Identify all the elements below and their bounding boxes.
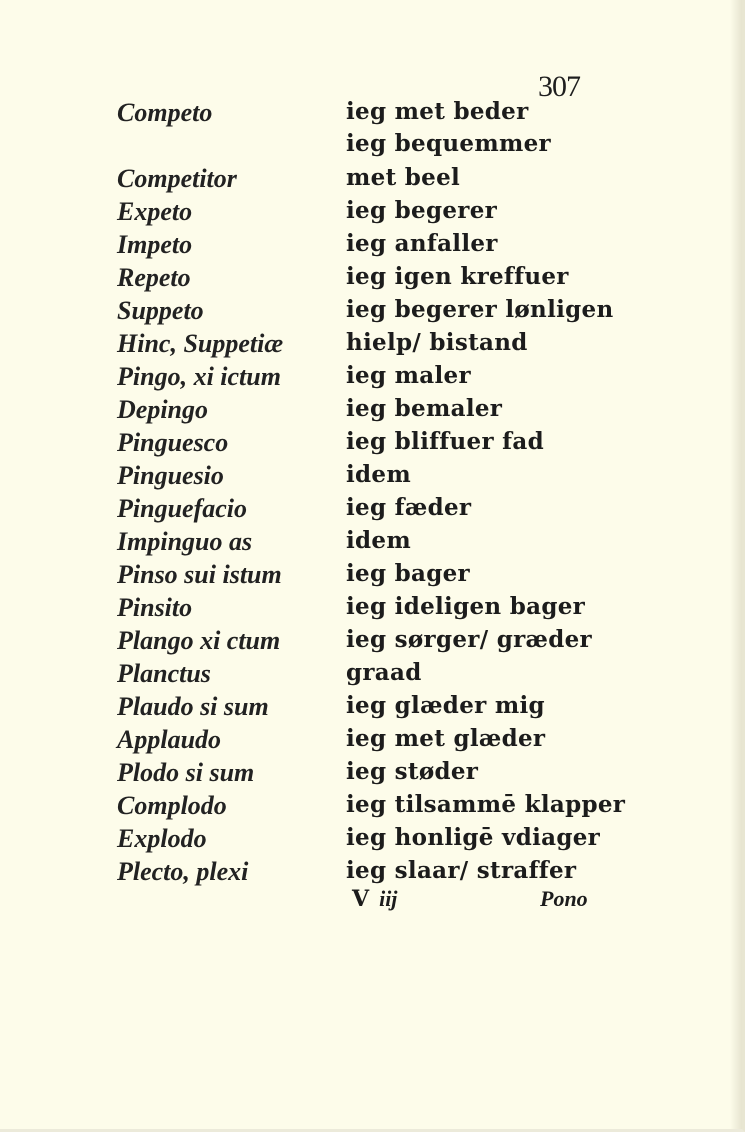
dictionary-entry	[0, 362, 745, 396]
latin-headword: Plango xi ctum	[117, 626, 281, 655]
latin-headword: Impeto	[117, 230, 193, 259]
latin-headword: Competitor	[117, 164, 237, 193]
dictionary-entry	[0, 593, 745, 627]
danish-translation: ieg sørger/ græder	[346, 626, 592, 653]
latin-headword: Impinguo as	[117, 527, 253, 556]
danish-translation: ieg støder	[346, 758, 479, 785]
latin-headword: Competo	[117, 98, 213, 127]
dictionary-entry	[0, 395, 745, 429]
latin-headword: Hinc, Suppetiæ	[117, 329, 284, 358]
latin-headword: Plodo si sum	[117, 758, 255, 787]
latin-headword: Pinso sui istum	[117, 560, 282, 589]
danish-translation: ieg honligē vdiager	[346, 824, 601, 851]
signature-mark	[352, 886, 397, 912]
latin-headword: Pingo, xi ictum	[117, 362, 281, 391]
latin-headword: Suppeto	[117, 296, 204, 325]
dictionary-entry	[0, 197, 745, 231]
dictionary-entry	[0, 758, 745, 792]
danish-translation: ieg begerer	[346, 197, 498, 224]
dictionary-entry	[0, 230, 745, 264]
latin-headword: Plecto, plexi	[117, 857, 249, 886]
danish-translation: graad	[346, 659, 422, 686]
latin-headword: Expeto	[117, 197, 193, 226]
signature-gathering: iij	[379, 886, 398, 911]
danish-translation: met beel	[346, 164, 461, 191]
catchword: Pono	[540, 886, 588, 911]
dictionary-entry	[0, 824, 745, 858]
dictionary-entry	[0, 659, 745, 693]
dictionary-entry	[0, 527, 745, 561]
dictionary-entry	[0, 296, 745, 330]
latin-headword: Explodo	[117, 824, 207, 853]
danish-translation: ieg fæder	[346, 494, 472, 521]
dictionary-entry	[0, 263, 745, 297]
latin-headword: Plaudo si sum	[117, 692, 269, 721]
danish-translation: hielp/ bistand	[346, 329, 528, 356]
dictionary-entry	[0, 130, 745, 164]
danish-translation: ieg slaar/ straffer	[346, 857, 577, 884]
danish-translation: ieg met beder	[346, 98, 529, 125]
latin-headword: Depingo	[117, 395, 208, 424]
dictionary-entry	[0, 692, 745, 726]
dictionary-entry	[0, 428, 745, 462]
dictionary-entry	[0, 791, 745, 825]
signature-letter: V	[352, 886, 370, 912]
danish-translation: ieg maler	[346, 362, 471, 389]
danish-translation: ieg anfaller	[346, 230, 498, 257]
latin-headword: Pinguesio	[117, 461, 224, 490]
dictionary-entry	[0, 461, 745, 495]
latin-headword: Planctus	[117, 659, 211, 688]
latin-headword: Complodo	[117, 791, 227, 820]
danish-translation: ieg met glæder	[346, 725, 546, 752]
latin-headword: Repeto	[117, 263, 191, 292]
latin-headword: Applaudo	[117, 725, 222, 754]
danish-translation: ieg glæder mig	[346, 692, 545, 719]
danish-translation: ieg bemaler	[346, 395, 503, 422]
danish-translation: ieg tilsammē klapper	[346, 791, 626, 818]
dictionary-entry	[0, 329, 745, 363]
latin-headword: Pinguefacio	[117, 494, 247, 523]
latin-headword: Pinguesco	[117, 428, 229, 457]
dictionary-entry	[0, 494, 745, 528]
dictionary-entry	[0, 98, 745, 132]
latin-headword: Pinsito	[117, 593, 193, 622]
danish-translation: ieg bequemmer	[346, 130, 551, 157]
danish-translation: ieg begerer lønligen	[346, 296, 614, 323]
danish-translation: idem	[346, 527, 411, 554]
dictionary-entry	[0, 164, 745, 198]
dictionary-entry	[0, 626, 745, 660]
danish-translation: ieg ideligen bager	[346, 593, 586, 620]
danish-translation: ieg bager	[346, 560, 470, 587]
dictionary-entry	[0, 560, 745, 594]
page-number: 307	[538, 70, 580, 103]
danish-translation: ieg bliffuer fad	[346, 428, 544, 455]
dictionary-entry	[0, 725, 745, 759]
danish-translation: idem	[346, 461, 411, 488]
danish-translation: ieg igen kreffuer	[346, 263, 569, 290]
